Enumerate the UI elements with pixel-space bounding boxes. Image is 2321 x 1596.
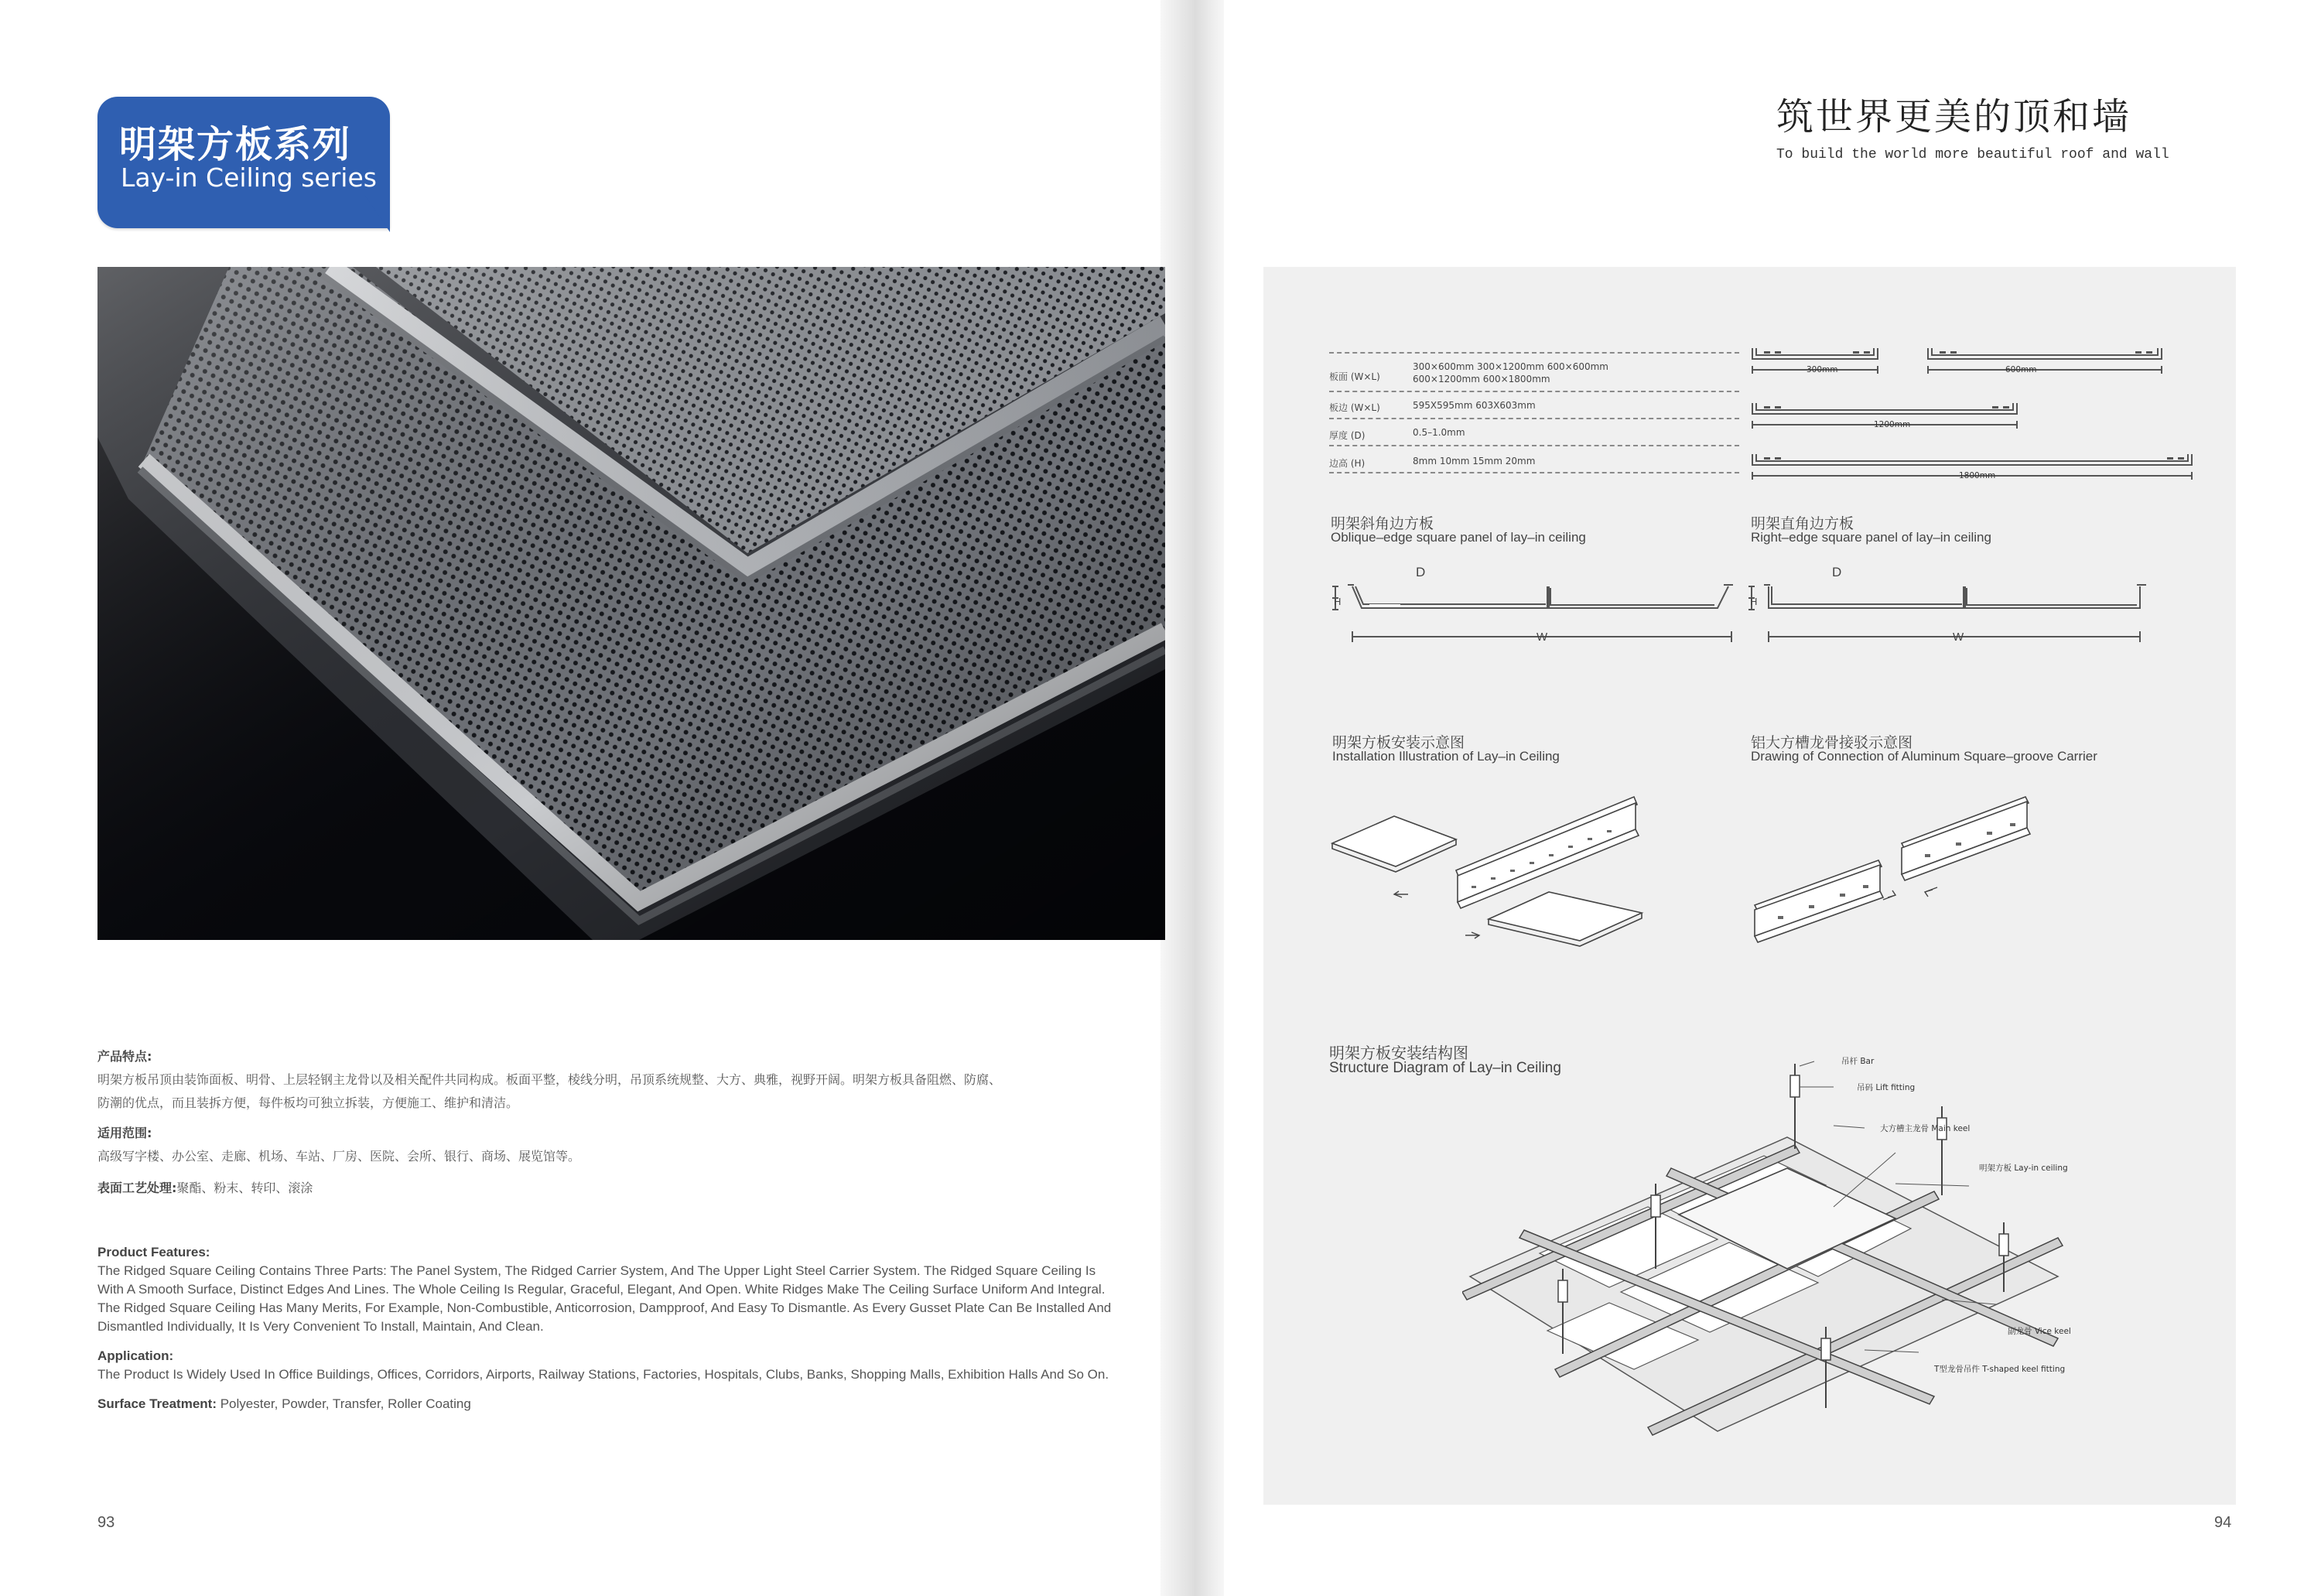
- install-illustration-title-cn: 明架方板安装示意图: [1332, 734, 1465, 751]
- slogan-en: To build the world more beautiful roof and wall: [1776, 147, 2169, 162]
- surface-en: [97, 1395, 471, 1414]
- structure-label-t-keel-fitting: T型龙骨吊件 T-shaped keel fitting: [1934, 1365, 2066, 1374]
- features-cn-line-1: 明架方板吊顶由装饰面板、明骨、上层轻钢主龙骨以及相关配件共同构成。板面平整，棱线分明，吊顶系统规整、大方、典雅，视野开阔。明架方板具备阻燃、防腐、: [97, 1072, 1002, 1087]
- structure-title-en: Structure Diagram of Lay–in Ceiling: [1329, 1060, 1561, 1076]
- perforated-panel-image: [97, 267, 1165, 940]
- spec-divider: [1329, 352, 1739, 354]
- features-en-line-1: The Ridged Square Ceiling Contains Three Parts: The Panel System, The Ridged Carrier System, And The Upper Light Steel Carrier System. The Ridged Square Ceiling Is: [97, 1263, 1096, 1278]
- spec-divider: [1329, 445, 1739, 446]
- profile-oblique-title-cn: 明架斜角边方板: [1331, 515, 1434, 532]
- profile-oblique-w: W: [1537, 631, 1548, 644]
- profile-right-w: W: [1953, 631, 1964, 644]
- spec-label-height: 边高 (H): [1329, 458, 1366, 469]
- spec-divider: [1329, 472, 1739, 473]
- carrier-connection-title-en: Drawing of Connection of Aluminum Square–groove Carrier: [1751, 749, 2097, 764]
- features-en-heading: Product Features:: [97, 1245, 210, 1259]
- profile-right-title-en: Right–edge square panel of lay–in ceiling: [1751, 530, 1991, 545]
- features-cn-line-2: 防潮的优点，而且装拆方便，每件板均可独立拆装，方便施工、维护和清洁。: [97, 1095, 519, 1110]
- installation-illustration: [1325, 789, 1649, 967]
- application-en-text: The Product Is Widely Used In Office Buildings, Offices, Corridors, Airports, Railway Stations, Factories, Hospitals, Clubs, Banks, Shopping Malls, Exhibition Halls And So On.: [97, 1367, 1109, 1382]
- surface-en-heading: Surface Treatment:: [97, 1396, 217, 1411]
- profile-right-d: D: [1832, 565, 1842, 579]
- spec-value-size-1: 300×600mm 300×1200mm 600×600mm: [1413, 361, 1608, 372]
- features-en-line-4: Dismantled Individually, It Is Very Convenient To Install, Maintain, And Clean.: [97, 1319, 544, 1334]
- spec-value-size-2: 600×1200mm 600×1800mm: [1413, 374, 1550, 384]
- length-600: 600mm: [2005, 365, 2037, 374]
- features-cn-heading: 产品特点:: [97, 1049, 152, 1064]
- structure-diagram: [1462, 1044, 2097, 1447]
- application-en-heading: Application:: [97, 1348, 174, 1363]
- page-number-right: 94: [2214, 1514, 2232, 1531]
- profile-oblique-h: H: [1334, 596, 1342, 607]
- spec-value-thickness: 0.5–1.0mm: [1413, 427, 1465, 438]
- length-1200: 1200mm: [1874, 420, 1911, 429]
- surface-en-text: Polyester, Powder, Transfer, Roller Coating: [217, 1396, 471, 1411]
- carrier-connection-illustration: [1747, 789, 2056, 967]
- length-300: 300mm: [1807, 365, 1838, 374]
- surface-cn-heading: 表面工艺处理:: [97, 1181, 177, 1195]
- series-title-en: Lay-in Ceiling series: [121, 162, 377, 193]
- scope-cn-text: 高级写字楼、办公室、走廊、机场、车站、厂房、医院、会所、银行、商场、展览馆等。: [97, 1149, 581, 1164]
- surface-cn: [97, 1177, 313, 1200]
- features-en-line-3: The Ridged Square Ceiling Has Many Merits, For Example, Non-Combustible, Anticorrosion, Dampproof, And Easy To Dismantle. As Every Gusset Plate Can Be Installed And: [97, 1300, 1112, 1315]
- spec-value-edge: 595X595mm 603X603mm: [1413, 400, 1536, 411]
- features-en-line-2: With A Smooth Surface, Distinct Edges And Lines. The Whole Ceiling Is Regular, Graceful, Elegant, And Open. White Ridges Make The Ceiling Surface Uniform And Integral.: [97, 1282, 1106, 1297]
- profile-oblique-d: D: [1416, 565, 1426, 579]
- install-illustration-title-en: Installation Illustration of Lay–in Ceiling: [1332, 749, 1560, 764]
- book-gutter: [1160, 0, 1224, 1596]
- structure-label-lay-in-ceiling: 明架方板 Lay-in ceiling: [1979, 1164, 2068, 1173]
- structure-label-vice-keel: 副龙骨 Vice keel: [2008, 1327, 2071, 1336]
- surface-cn-text: 聚酯、粉末、转印、滚涂: [176, 1181, 313, 1195]
- scope-cn-heading: 适用范围:: [97, 1126, 152, 1140]
- profile-right-title-cn: 明架直角边方板: [1751, 515, 1854, 532]
- structure-title-cn: 明架方板安装结构图: [1329, 1044, 1468, 1062]
- structure-label-main-keel: 大方槽主龙骨 Main keel: [1880, 1124, 1971, 1133]
- page-number-left: 93: [97, 1514, 115, 1531]
- structure-label-lift-fitting: 吊码 Lift fitting: [1857, 1083, 1916, 1092]
- spec-divider: [1329, 418, 1739, 419]
- series-title-cn: 明架方板系列: [119, 123, 352, 166]
- spec-label-thickness: 厚度 (D): [1329, 430, 1366, 441]
- spec-label-size: 板面 (W×L): [1329, 371, 1380, 382]
- slogan-cn: 筑世界更美的顶和墙: [1776, 95, 2132, 138]
- carrier-connection-title-cn: 铝大方槽龙骨接驳示意图: [1751, 734, 1913, 751]
- length-1800: 1800mm: [1959, 471, 1996, 480]
- profile-oblique-title-en: Oblique–edge square panel of lay–in ceiling: [1331, 530, 1586, 545]
- product-photo: [97, 267, 1165, 940]
- oblique-edge-profile: [1329, 563, 1739, 648]
- profile-right-h: H: [1750, 596, 1758, 607]
- spec-divider: [1329, 391, 1739, 392]
- spec-label-edge: 板边 (W×L): [1329, 402, 1380, 413]
- spec-value-height: 8mm 10mm 15mm 20mm: [1413, 456, 1536, 466]
- right-edge-profile: [1745, 563, 2155, 648]
- structure-label-bar: 吊杆 Bar: [1841, 1057, 1875, 1066]
